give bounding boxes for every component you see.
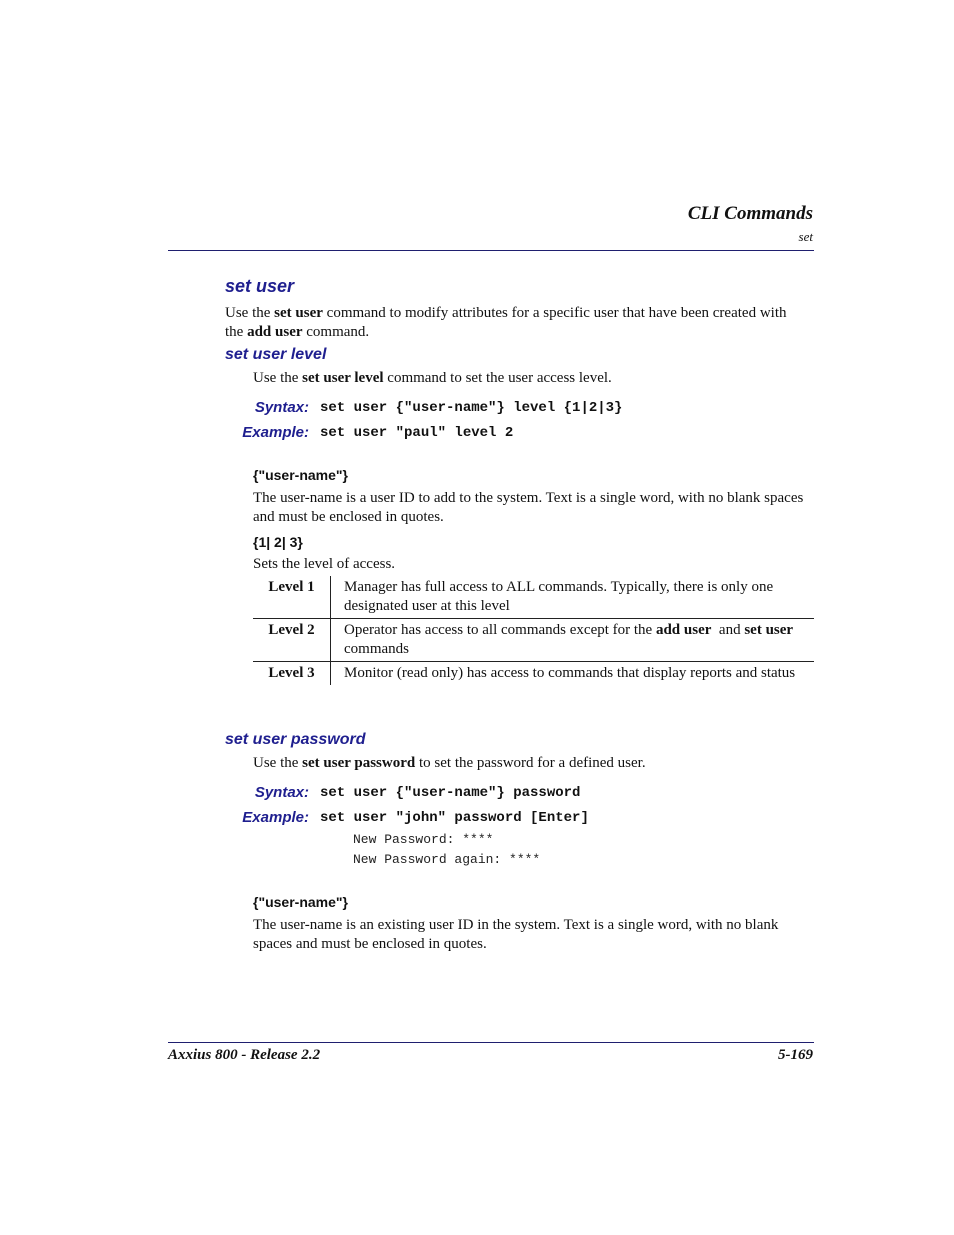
example-label: Example: (242, 424, 309, 441)
page-number: 5-169 (778, 1047, 813, 1063)
level-key: Level 1 (253, 576, 331, 619)
example-output-line: New Password again: **** (353, 852, 541, 867)
section-intro: Use the set user command to modify attributes for a specific user that have been created with the add user command. (225, 305, 787, 340)
level-value: Manager has full access to ALL commands. Typically, there is only one designated user at this level (331, 576, 815, 619)
access-level-table (253, 576, 814, 685)
syntax-label: Syntax: (254, 784, 309, 801)
param-name: {"user-name"} (253, 894, 348, 910)
level-key: Level 3 (253, 662, 331, 686)
subsection-title-level: set user level (225, 346, 327, 363)
level-key: Level 2 (253, 619, 331, 662)
syntax-command: set user {"user-name"} password (320, 785, 581, 801)
header-rule (168, 250, 814, 251)
footer-title: Axxius 800 - Release 2.2 (168, 1047, 321, 1063)
param-name: {1| 2| 3} (253, 534, 303, 550)
footer-rule (168, 1042, 814, 1043)
level-value: Monitor (read only) has access to commands that display reports and status (344, 665, 796, 681)
param-description: Sets the level of access. (253, 556, 396, 572)
syntax-label: Syntax: (254, 399, 309, 416)
example-command: set user "john" password [Enter] (320, 810, 589, 826)
example-label: Example: (242, 809, 309, 826)
syntax-command: set user {"user-name"} level {1|2|3} (320, 400, 623, 416)
password-description: Use the set user password to set the password for a defined user. (253, 755, 646, 771)
param-name: {"user-name"} (253, 467, 348, 483)
table-row (253, 662, 814, 686)
table-row (253, 619, 814, 662)
param-description: The user-name is a user ID to add to the system. Text is a single word, with no blank spaces and must be enclosed in quotes. (253, 490, 804, 525)
table-row (253, 576, 814, 619)
param-description: The user-name is an existing user ID in the system. Text is a single word, with no blank spaces and must be enclosed in quotes. (253, 917, 779, 952)
level-value: Operator has access to all commands except for the add user and set user commands (331, 619, 815, 662)
running-header-title: CLI Commands (687, 203, 813, 224)
example-command: set user "paul" level 2 (320, 425, 514, 441)
section-title: set user (225, 276, 295, 296)
level-description: Use the set user level command to set the user access level. (253, 370, 612, 386)
running-header-subtitle: set (798, 229, 813, 244)
example-output-line: New Password: **** (353, 832, 494, 847)
subsection-title-password: set user password (225, 731, 366, 748)
